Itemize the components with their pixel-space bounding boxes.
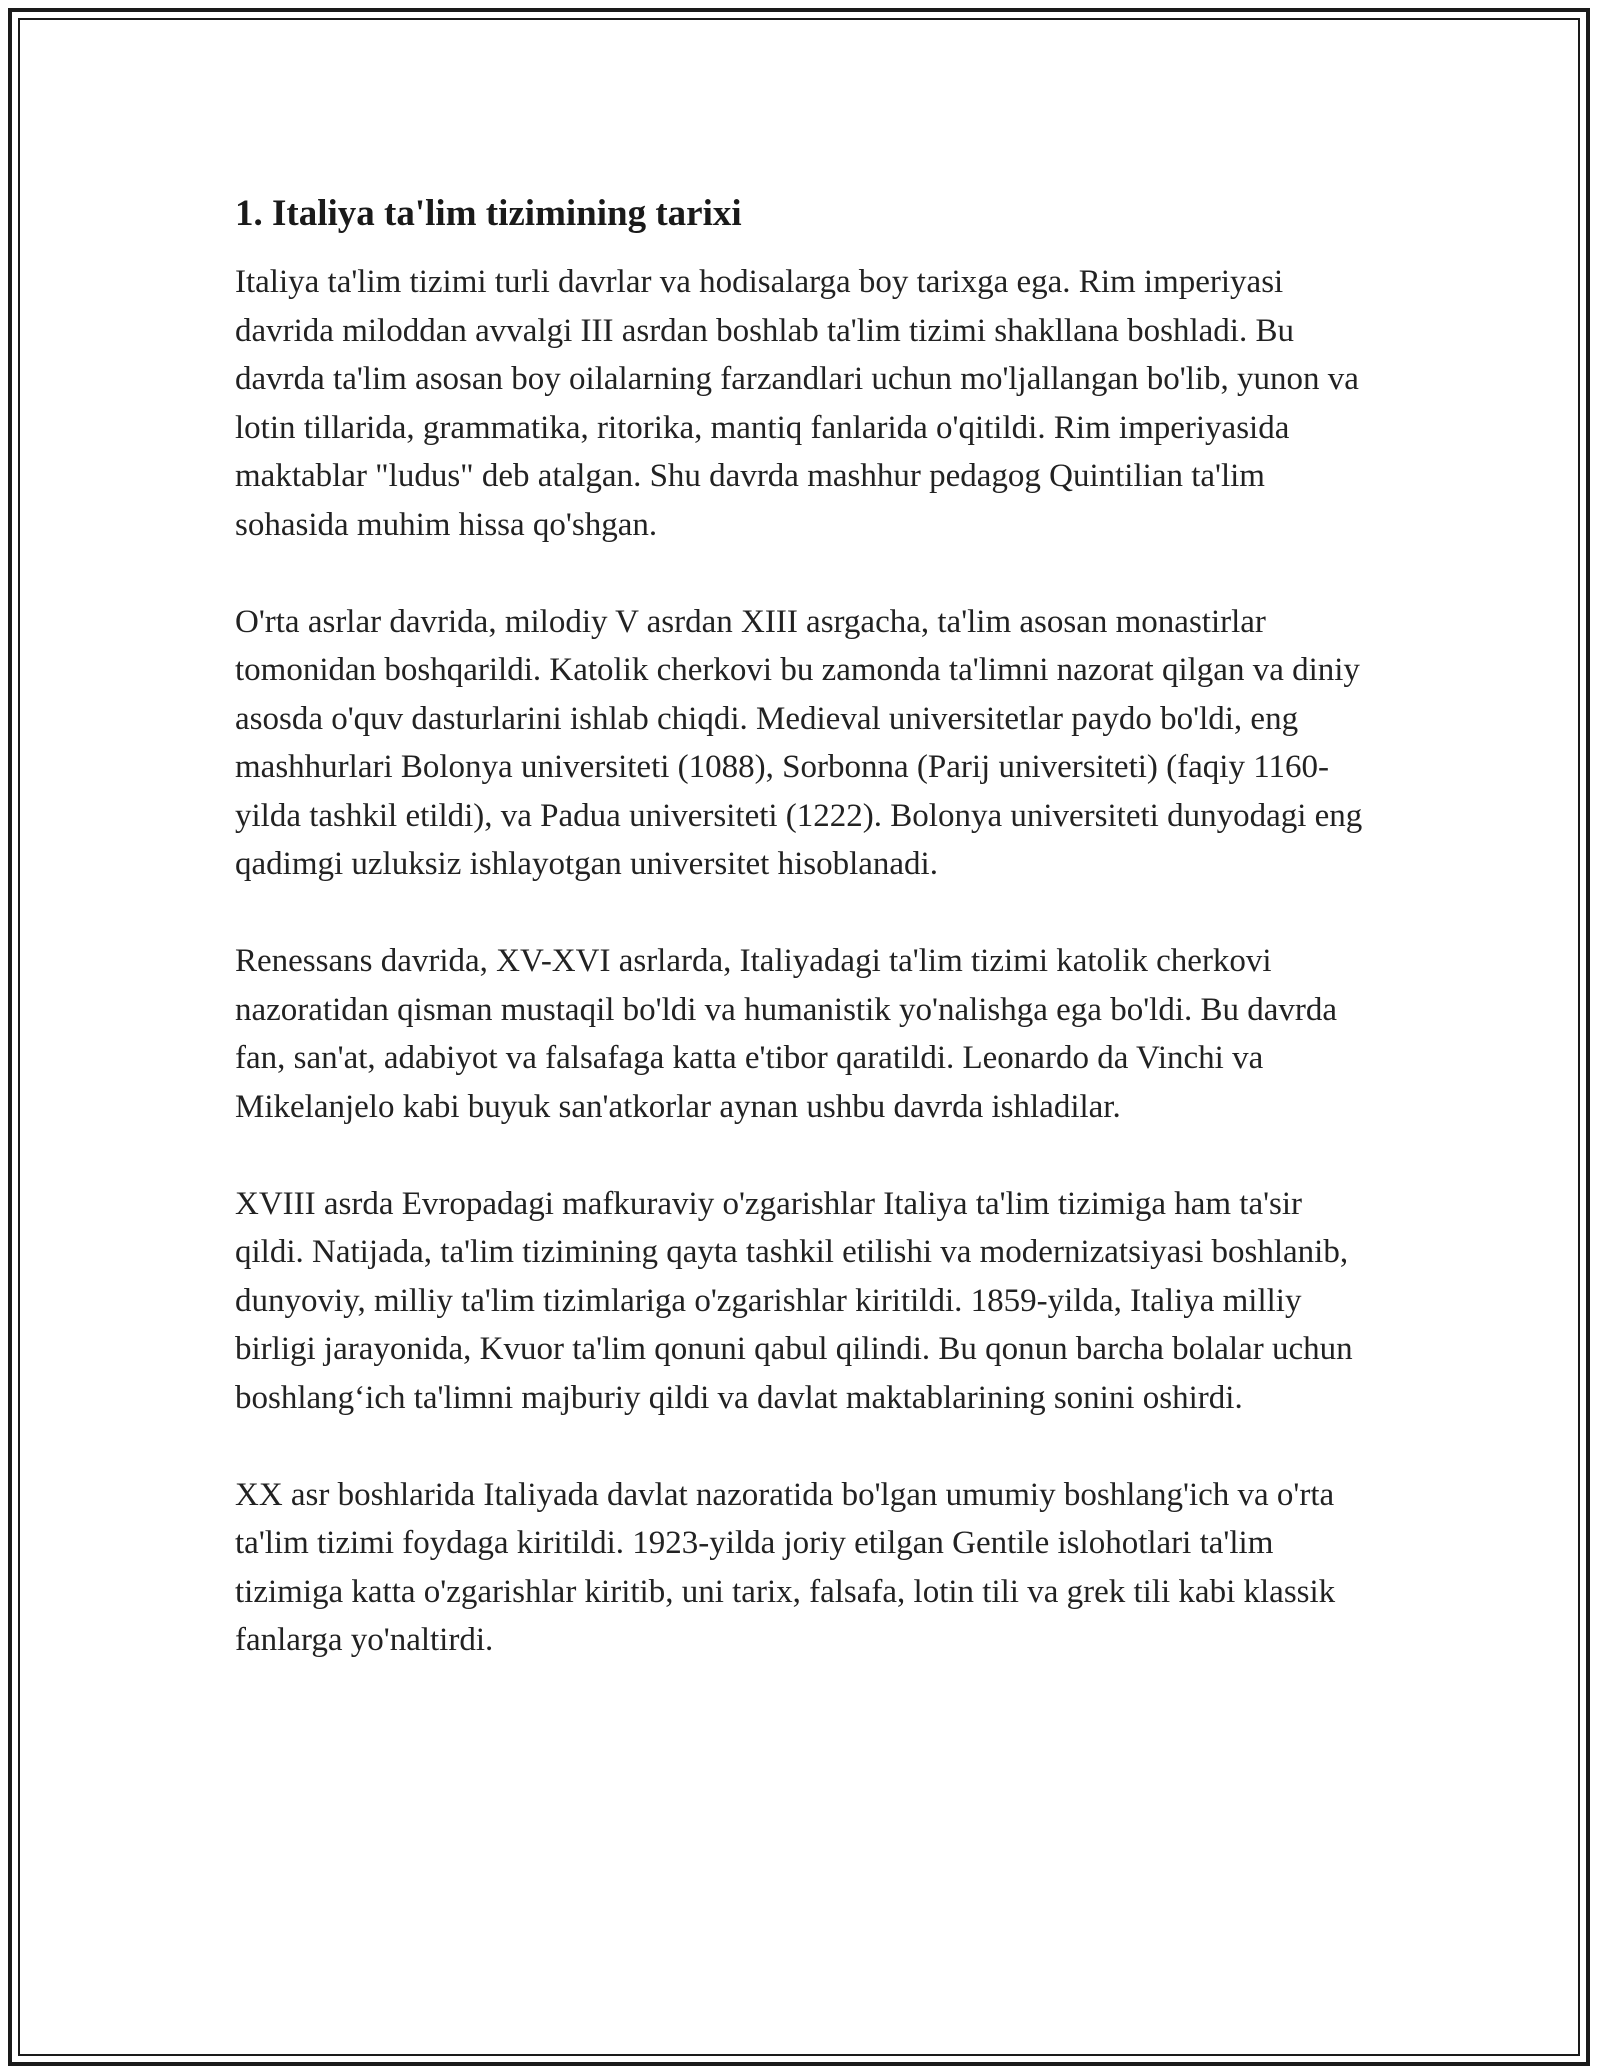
paragraph-20th-century: XX asr boshlarida Italiyada davlat nazoratida bo'lgan umumiy boshlang'ich va o'rta ta'lim tizimi foydaga kiritildi. 1923-yilda joriy etilgan Gentile islohotlari ta'lim tizimiga katta o'zgarishlar kiritib, uni tarix, falsafa, lotin tili va grek tili kabi klassik fanlarga yo'naltirdi. [235, 1476, 1336, 1658]
document-body [235, 188, 1375, 1665]
paragraph-roman-empire: Italiya ta'lim tizimi turli davrlar va hodisalarga boy tarixga ega. Rim imperiyasi davrida miloddan avvalgi III asrdan boshlab ta'lim tizimi shakllana boshladi. Bu davrda ta'lim asosan boy oilalarning farzandlari uchun mo'ljallangan bo'lib, yunon va lotin tillarida, grammatika, ritorika, mantiq fanlarida o'qitildi. Rim imperiyasida maktablar "ludus" deb atalgan. Shu davrda mashhur pedagog Quintilian ta'lim sohasida muhim hissa qo'shgan. [235, 264, 1359, 543]
paragraph-18th-century: XVIII asrda Evropadagi mafkuraviy o'zgarishlar Italiya ta'lim tizimiga ham ta'sir qildi. Natijada, ta'lim tizimining qayta tashkil etilishi va modernizatsiyasi boshlanib, dunyoviy, milliy ta'lim tizimlariga o'zgarishlar kiritildi. 1859-yilda, Italiya milliy birligi jarayonida, Kvuor ta'lim qonuni qabul qilindi. Bu qonun barcha bolalar uchun boshlang‘ich ta'limni majburiy qildi va davlat maktablarining sonini oshirdi. [235, 1185, 1353, 1416]
paragraph-renaissance: Renessans davrida, XV-XVI asrlarda, Italiyadagi ta'lim tizimi katolik cherkovi nazoratidan qisman mustaqil bo'ldi va humanistik yo'nalishga ega bo'ldi. Bu davrda fan, san'at, adabiyot va falsafaga katta e'tibor qaratildi. Leonardo da Vinchi va Mikelanjelo kabi buyuk san'atkorlar aynan ushbu davrda ishladilar. [235, 943, 1338, 1125]
section-heading: 1. Italiya ta'lim tizimining tarixi [235, 193, 742, 234]
paragraph-middle-ages: O'rta asrlar davrida, milodiy V asrdan XIII asrgacha, ta'lim asosan monastirlar tomonidan boshqarildi. Katolik cherkovi bu zamonda ta'limni nazorat qilgan va diniy asosda o'quv dasturlarini ishlab chiqdi. Medieval universitetlar paydo bo'ldi, eng mashhurlari Bolonya universiteti (1088), Sorbonna (Parij universiteti) (faqiy 1160-yilda tashkil etildi), va Padua universiteti (1222). Bolonya universiteti dunyodagi eng qadimgi uzluksiz ishlayotgan universitet hisoblanadi. [235, 603, 1363, 882]
